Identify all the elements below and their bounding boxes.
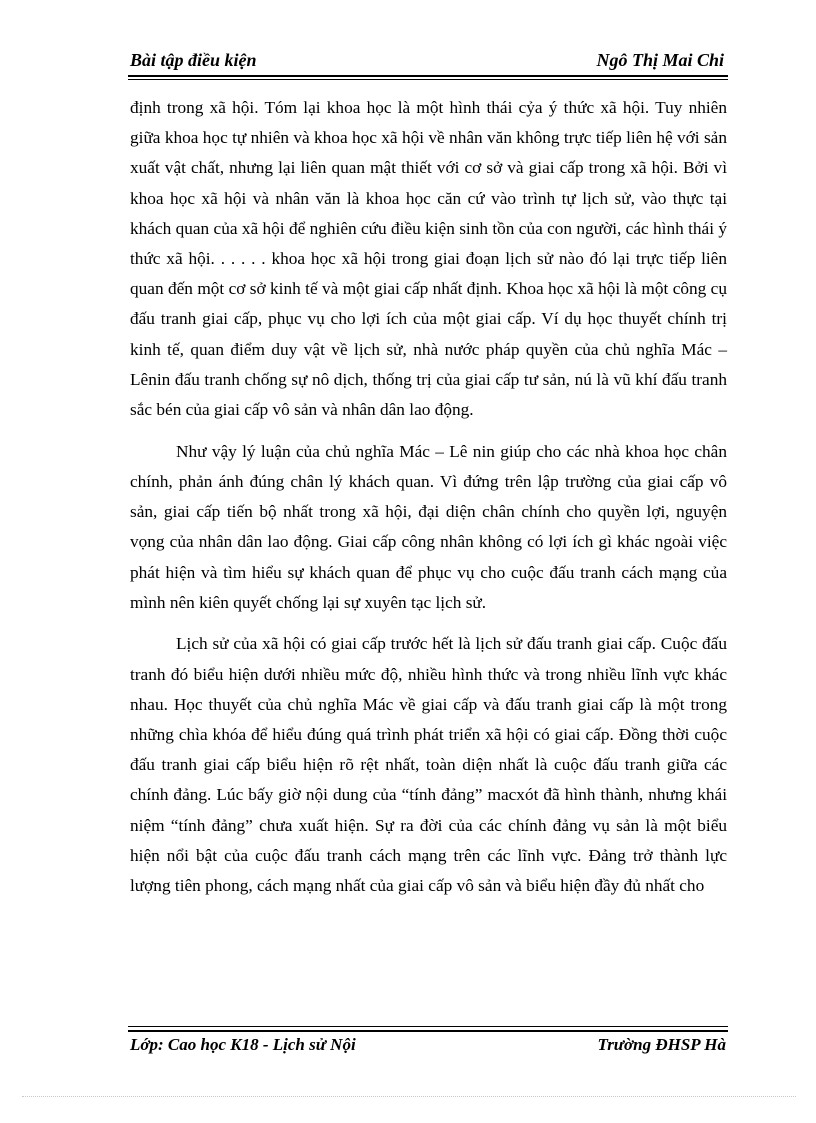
footer-divider xyxy=(128,1030,728,1032)
paragraph-1: định trong xã hội. Tóm lại khoa học là một hình thái cỷa ý thức xã hội. Tuy nhiên giữa khoa học tự nhiên và khoa học xã hội về nhân văn không trực tiếp liên hệ với sản xuất vật chất, nhưng lại liên quan mật thiết với cơ sở và giai cấp trong xã hội. Bởi vì khoa học xã hội và nhân văn là khoa học căn cứ vào trình tự lịch sử, vào thực tại khách quan của xã hội để nghiên cứu điều kiện sinh tồn của con người, các hình thái ý thức xã hội. . . . . . khoa học xã hội trong giai đoạn lịch sử nào đó lại trực tiếp liên quan đến một cơ sở kinh tế và một giai cấp nhất định. Khoa học xã hội là một công cụ đấu tranh giai cấp, phục vụ cho lợi ích của một giai cấp. Ví dụ học thuyết chính trị kinh tế, quan điểm duy vật về lịch sử, nhà nước pháp quyền của chủ nghĩa Mác – Lênin đấu tranh chống sự nô dịch, thống trị của giai cấp tư sản, nú là vũ khí đấu tranh sắc bén của giai cấp vô sản và nhân dân lao động. xyxy=(130,98,727,420)
header-divider-thin xyxy=(128,79,728,80)
document-body xyxy=(130,93,727,913)
header-divider xyxy=(128,75,728,77)
page-header xyxy=(128,48,728,74)
page-bottom-edge xyxy=(22,1096,796,1097)
footer-school-name: Trường ĐHSP Hà xyxy=(597,1035,726,1054)
header-course-title: Bài tập điều kiện xyxy=(130,50,257,70)
footer-class-info: Lớp: Cao học K18 - Lịch sử Nội xyxy=(130,1035,356,1054)
footer-divider-thin xyxy=(128,1026,728,1027)
paragraph-3: Lịch sử của xã hội có giai cấp trước hết là lịch sử đấu tranh giai cấp. Cuộc đấu tranh đó biểu hiện dưới nhiều mức độ, nhiều hình thức và trong nhiều lĩnh vực khác nhau. Học thuyết của chủ nghĩa Mác về giai cấp và đấu tranh giai cấp là một trong những chìa khóa để hiểu đúng quá trình phát triển xã hội có giai cấp. Đồng thời cuộc đấu tranh giai cấp biểu hiện rõ rệt nhất, toàn diện nhất là cuộc đấu tranh giữa các chính đảng. Lúc bấy giờ nội dung của “tính đảng” macxót đã hình thành, nhưng khái niệm “tính đảng” chưa xuất hiện. Sự ra đời của các chính đảng vụ sản là một biểu hiện nổi bật của cuộc đấu tranh cách mạng trên các lĩnh vực. Đảng trở thành lực lượng tiên phong, cách mạng nhất của giai cấp vô sản và biểu hiện đầy đủ nhất cho xyxy=(130,634,727,896)
header-author-name: Ngô Thị Mai Chi xyxy=(596,50,724,70)
paragraph-2: Như vậy lý luận của chủ nghĩa Mác – Lê nin giúp cho các nhà khoa học chân chính, phản ánh đúng chân lý khách quan. Vì đứng trên lập trường của giai cấp vô sản, giai cấp tiến bộ nhất trong xã hội, đại diện chân chính cho quyền lợi, nguyện vọng của nhân dân lao động. Giai cấp công nhân không có lợi ích gì khác ngoài việc phát hiện và tìm hiểu sự khách quan để phục vụ cho cuộc đấu tranh cách mạng của mình nên kiên quyết chống lại sự xuyên tạc lịch sử. xyxy=(130,441,727,612)
